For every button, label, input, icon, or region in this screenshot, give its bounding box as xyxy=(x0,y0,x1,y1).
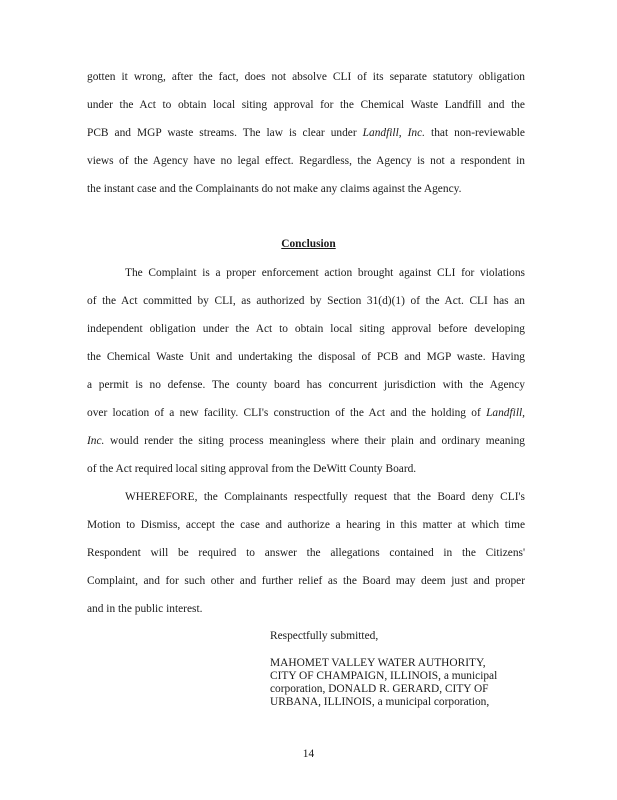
body-line: Complaint, and for such other and further relief as the Board may deem just and proper xyxy=(87,575,525,587)
case-citation: Landfill, xyxy=(486,407,525,419)
body-line: of the Act committed by CLI, as authorized by Section 31(d)(1) of the Act. CLI has an xyxy=(87,295,525,307)
signatory-line: URBANA, ILLINOIS, a municipal corporation, xyxy=(270,696,490,708)
signatory-line: corporation, DONALD R. GERARD, CITY OF xyxy=(270,683,489,695)
body-line: PCB and MGP waste streams. The law is clear under Landfill, Inc. that non-reviewable xyxy=(87,127,525,139)
signatory-line: MAHOMET VALLEY WATER AUTHORITY, xyxy=(270,657,486,669)
body-line: The Complaint is a proper enforcement action brought against CLI for violations xyxy=(125,267,525,279)
body-line: Motion to Dismiss, accept the case and authorize a hearing in this matter at which time xyxy=(87,519,525,531)
section-heading: Conclusion xyxy=(281,238,336,250)
page-number: 14 xyxy=(302,748,315,760)
body-line: of the Act required local siting approval from the DeWitt County Board. xyxy=(87,463,417,475)
body-line: and in the public interest. xyxy=(87,603,203,615)
body-line: under the Act to obtain local siting approval for the Chemical Waste Landfill and the xyxy=(87,99,525,111)
body-line: the instant case and the Complainants do not make any claims against the Agency. xyxy=(87,183,462,195)
case-citation: Landfill, Inc. xyxy=(362,127,426,139)
body-line: a permit is no defense. The county board has concurrent jurisdiction with the Agency xyxy=(87,379,525,391)
body-line: independent obligation under the Act to obtain local siting approval before developing xyxy=(87,323,525,335)
body-line: the Chemical Waste Unit and undertaking the disposal of PCB and MGP waste. Having xyxy=(87,351,525,363)
body-line: Inc. would render the siting process meaningless where their plain and ordinary meaning xyxy=(87,435,525,447)
closing: Respectfully submitted, xyxy=(270,630,379,642)
body-line: gotten it wrong, after the fact, does not absolve CLI of its separate statutory obligation xyxy=(87,71,525,83)
case-citation: Inc. xyxy=(87,435,105,447)
signatory-line: CITY OF CHAMPAIGN, ILLINOIS, a municipal xyxy=(270,670,498,682)
body-line: Respondent will be required to answer the allegations contained in the Citizens' xyxy=(87,547,525,559)
body-line: WHEREFORE, the Complainants respectfully request that the Board deny CLI's xyxy=(125,491,525,503)
body-line: over location of a new facility. CLI's construction of the Act and the holding of Landfill, xyxy=(87,407,525,419)
body-line: views of the Agency have no legal effect. Regardless, the Agency is not a respondent in xyxy=(87,155,525,167)
